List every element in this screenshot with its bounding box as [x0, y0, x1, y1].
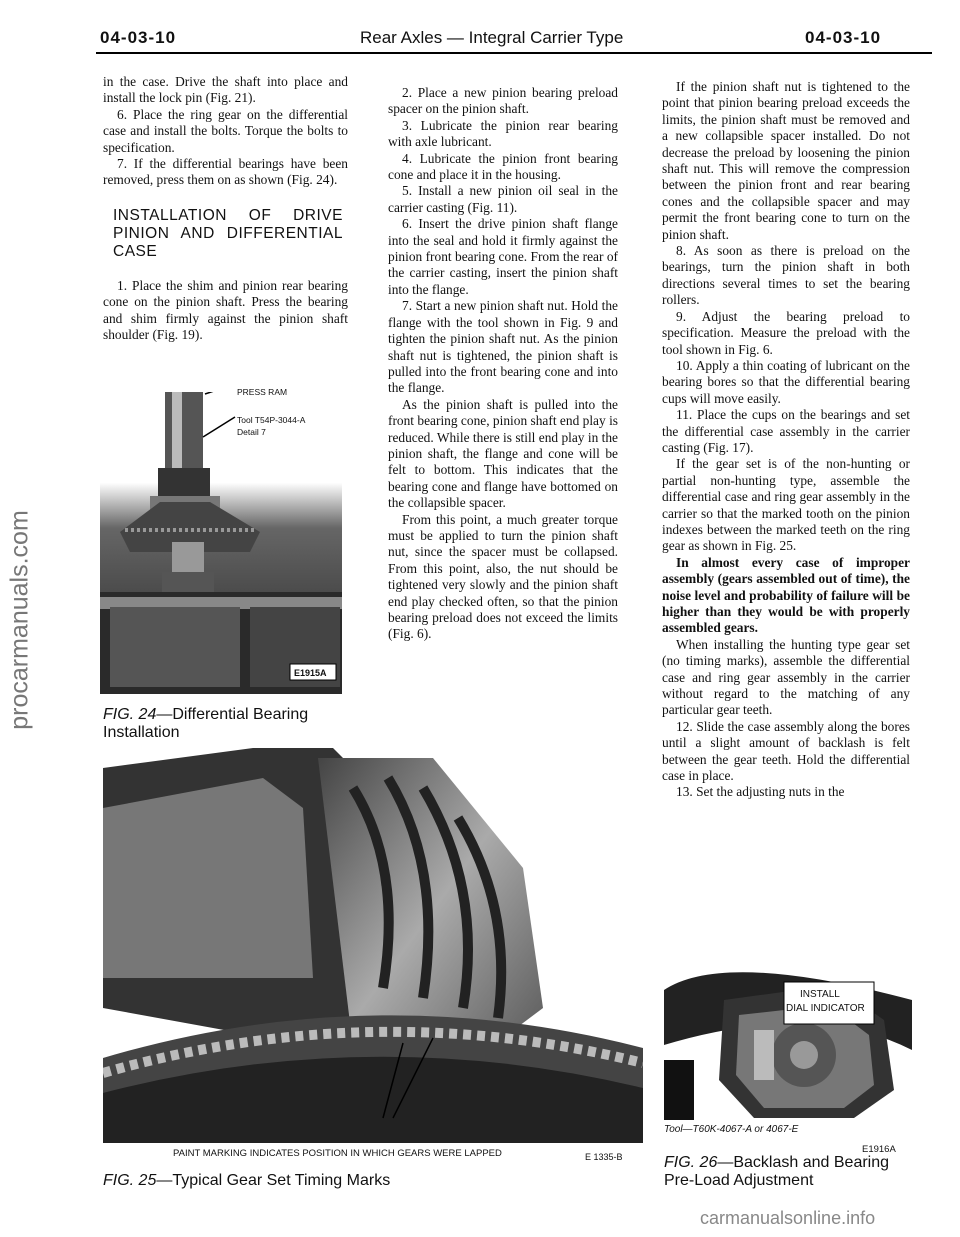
fig24-label-tool: Tool T54P-3044-A [237, 415, 306, 425]
fig26-label-tool: Tool—T60K-4067-A or 4067-E [664, 1124, 799, 1135]
paragraph: 12. Slide the case assembly along the bores until a slight amount of backlash is felt between the gear teeth. Hold the differential case in place. [662, 718, 910, 784]
fig24-caption-number: FIG. 24 [103, 706, 157, 723]
fig26-caption-text: —Backlash and Bearing Pre-Load Adjustment [664, 1154, 890, 1189]
fig25-label-paint-marking: PAINT MARKING INDICATES POSITION IN WHICH GEARS WERE LAPPED [173, 1148, 502, 1159]
fig25-code: E 1335-B [585, 1152, 623, 1162]
column-1 [103, 74, 348, 343]
fig26-caption [664, 1154, 914, 1190]
paragraph: In almost every case of improper assembly (gears assembled out of time), the noise level and probability of failure will be higher than they would be with properly assembled gears. [662, 554, 910, 636]
fig26-code: E1916A [862, 1144, 896, 1155]
paragraph: in the case. Drive the shaft into place and install the lock pin (Fig. 21). [103, 74, 348, 106]
paragraph: 9. Adjust the bearing preload to specification. Measure the preload with the tool shown in Fig. 6. [662, 308, 910, 357]
paragraph: 5. Install a new pinion oil seal in the carrier casting (Fig. 11). [388, 183, 618, 215]
fig25-caption-number: FIG. 25 [103, 1172, 157, 1189]
fig24-caption-text: —Differential Bearing Installation [103, 706, 309, 741]
fig24-label-press-ram: PRESS RAM [237, 387, 288, 397]
column-3 [662, 79, 910, 801]
paragraph: As the pinion shaft is pulled into the front bearing cone, pinion shaft end play is reduced. While there is still end play in the pinion shaft, the flange and cone will be felt to bottom. This indicates that the bearing cone and flange have bottomed on the collapsible spacer. [388, 396, 618, 511]
paragraph: 8. As soon as there is preload on the bearings, turn the pinion shaft in both directions several times to set the bearing rollers. [662, 243, 910, 308]
fig26-label-install: INSTALL [800, 989, 840, 1000]
fig25-caption [103, 1172, 553, 1190]
fig25-photo [103, 748, 643, 1143]
paragraph: 4. Lubricate the pinion front bearing cone and place it in the housing. [388, 150, 618, 183]
paragraph: 6. Place the ring gear on the differential case and install the bolts. Torque the bolts to specification. [103, 106, 348, 155]
page-title: Rear Axles — Integral Carrier Type [360, 28, 624, 47]
side-watermark-text: procarmanuals.com [5, 510, 34, 730]
fig24-label-detail: Detail 7 [237, 427, 266, 437]
fig26-photo [664, 960, 912, 1120]
footer-watermark: carmanualsonline.info [700, 1208, 876, 1228]
paragraph: 3. Lubricate the pinion rear bearing with axle lubricant. [388, 117, 618, 150]
paragraph: If the pinion shaft nut is tightened to the point that pinion bearing preload exceeds the limits, the pinion shaft must be removed and a new collapsible spacer installed. Do not decrease the preload by loosening the pinion shaft nut. This will remove the compression between the pinion front and rear bearing cones and the collapsible spacer and may permit the front bearing cone to turn on the pinion shaft. [662, 79, 910, 242]
column-2 [388, 85, 618, 643]
fig24-code: E1915A [294, 668, 327, 678]
section-heading: INSTALLATION OF DRIVE PINION AND DIFFERENTIAL CASE [113, 206, 343, 260]
header-rule [96, 52, 932, 54]
page-number-left: 04-03-10 [100, 28, 177, 47]
paragraph: 10. Apply a thin coating of lubricant on the bearing bores so that the differential bearing cups will move easily. [662, 357, 910, 406]
paragraph: 6. Insert the drive pinion shaft flange into the seal and hold it firmly against the pinion front bearing cone. From the rear of the carrier casting, insert the pinion shaft into the flange. [388, 216, 618, 297]
paragraph: If the gear set is of the non-hunting or partial non-hunting type, assemble the differential case and ring gear assembly in the carrier so that the marked tooth on the pinion indexes between the marked teeth on the ring gear as shown in Fig. 25. [662, 456, 910, 554]
side-watermark [0, 0, 44, 1237]
paragraph: From this point, a much greater torque must be applied to turn the pinion shaft nut, since the spacer must be collapsed. From this point, also, the nut should be tightened very slowly and the pinion shaft end play checked often, so that the pinion bearing preload does not exceed the limits (Fig. 6). [388, 511, 618, 642]
fig24-photo [100, 392, 342, 694]
fig26-label-dial: DIAL INDICATOR [786, 1003, 865, 1014]
paragraph: When installing the hunting type gear set (no timing marks), assemble the differential case and ring gear assembly in the carrier without regard to the matching of any particular gear teeth. [662, 636, 910, 718]
fig26-caption-number: FIG. 26 [664, 1154, 718, 1171]
paragraph: 7. If the differential bearings have been removed, press them on as shown (Fig. 24). [103, 156, 348, 188]
fig25-caption-text: —Typical Gear Set Timing Marks [156, 1172, 391, 1189]
page-number-right: 04-03-10 [805, 28, 882, 47]
paragraph: 11. Place the cups on the bearings and set the differential case assembly in the carrier casting (Fig. 17). [662, 407, 910, 455]
fig24-caption [103, 706, 343, 742]
paragraph: 13. Set the adjusting nuts in the [676, 784, 845, 800]
paragraph: 2. Place a new pinion bearing preload spacer on the pinion shaft. [388, 85, 618, 117]
paragraph: 1. Place the shim and pinion rear bearing cone on the pinion shaft. Press the bearing and shim firmly against the pinion shaft shoulder (Fig. 19). [103, 277, 348, 343]
paragraph: 7. Start a new pinion shaft nut. Hold the flange with the tool shown in Fig. 9 and tighten the pinion shaft nut. As the pinion shaft nut is tightened, the pinion shaft is pulled into the front bearing cone and into the flange. [388, 298, 618, 396]
